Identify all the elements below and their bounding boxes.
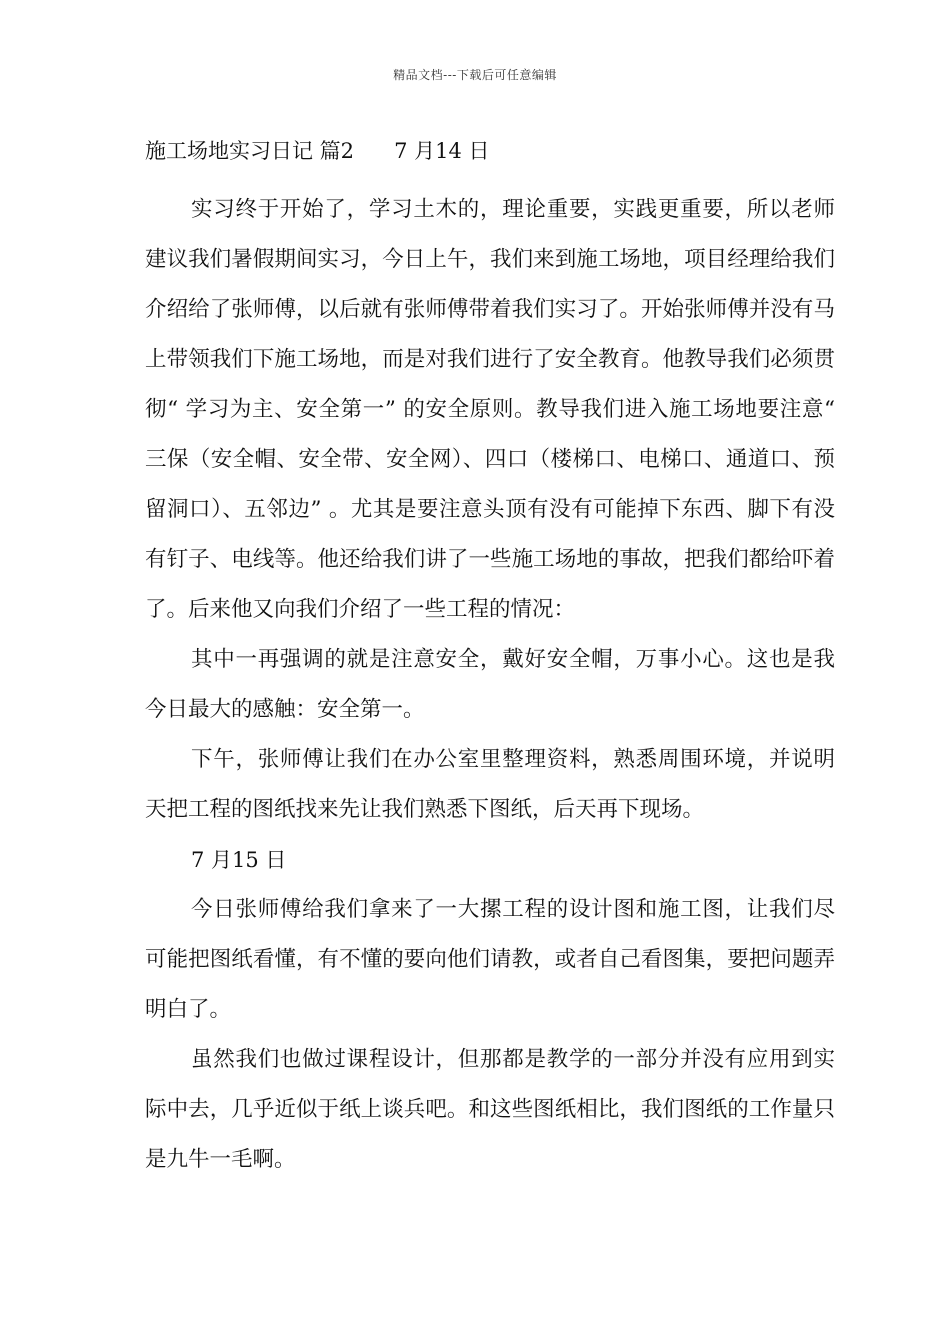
page-header: 精品文档---下载后可任意编辑	[393, 68, 557, 82]
paragraph: 实习终于开始了，学习土木的，理论重要，实践更重要，所以老师建议我们暑假期间实习，今日上午，我们来到施工场地，项目经理给我们介绍给了张师傅，以后就有张师傅带着我们实习了。开始张师傅并没有马上带领我们下施工场地，而是对我们进行了安全教育。他教导我们必须贯彻“ 学习为主、安全第一” 的安全原则。教导我们进入施工场地要注意“ 三保（安全帽、安全带、安全网）、四口（楼梯口、电梯口、通道口、预留洞口）、五邻边” 。尤其是要注意头顶有没有可能掉下东西、脚下有没有钉子、电线等。他还给我们讲了一些施工场地的事故，把我们都给吓着了。后来他又向我们介绍了一些工程的情况：	[145, 197, 835, 622]
paragraph: 其中一再强调的就是注意安全，戴好安全帽，万事小心。这也是我今日最大的感触：安全第一。	[145, 647, 835, 722]
paragraph: 下午，张师傅让我们在办公室里整理资料，熟悉周围环境，并说明天把工程的图纸找来先让我们熟悉下图纸，后天再下现场。	[145, 747, 835, 822]
document-body	[145, 134, 835, 1185]
date-heading: 7 月15 日	[191, 848, 287, 872]
paragraph: 今日张师傅给我们拿来了一大摞工程的设计图和施工图，让我们尽可能把图纸看懂，有不懂的要向他们请教，或者自己看图集，要把问题弄明白了。	[145, 897, 835, 1022]
paragraph: 虽然我们也做过课程设计，但那都是教学的一部分并没有应用到实际中去，几乎近似于纸上谈兵吧。和这些图纸相比，我们图纸的工作量只是九牛一毛啊。	[145, 1047, 835, 1172]
document-title: 施工场地实习日记 篇2 7 月14 日	[145, 139, 490, 163]
